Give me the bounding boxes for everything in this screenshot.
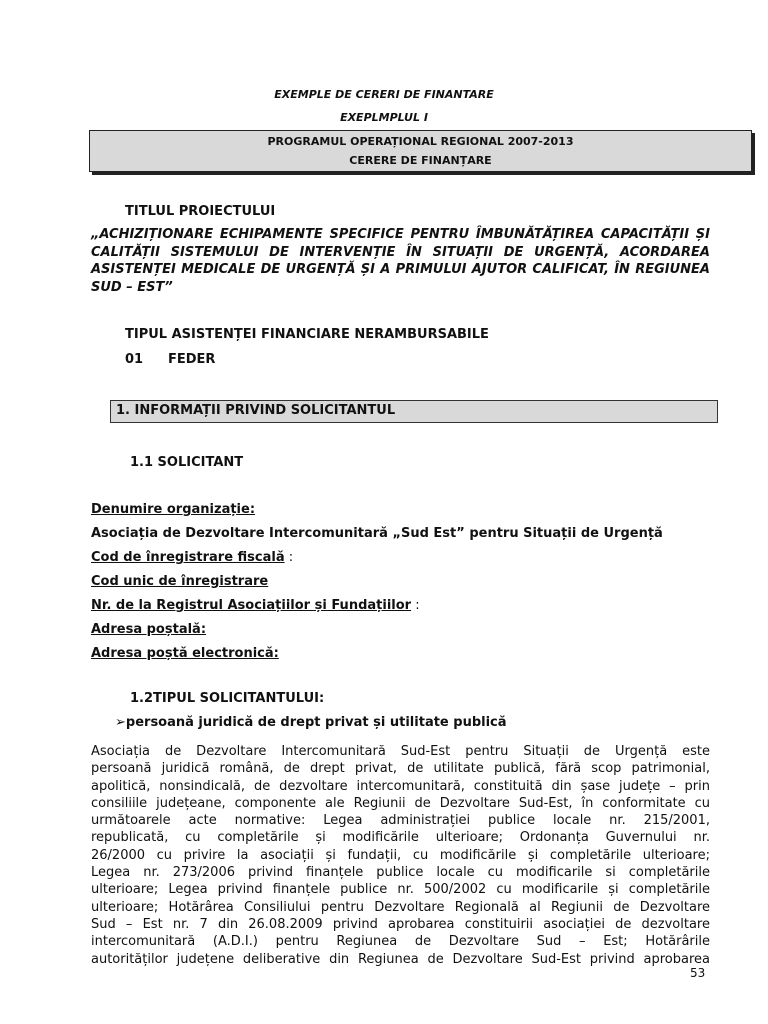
registry-number-label: Nr. de la Registrul Asociațiilor și Fundațiilor	[91, 598, 412, 613]
fiscal-code-suffix: :	[284, 550, 294, 565]
paragraph-line: ulterioare; Hotărârea Consiliului pentru Dezvoltare Regională al Regiunii de Dezvoltare	[91, 899, 710, 915]
registry-number-field	[91, 598, 420, 613]
subsection-1-1-heading: 1.1 SOLICITANT	[130, 455, 244, 470]
paragraph-line: persoană juridică română, de drept privat, de utilitate publică, fără scop patrimonial,	[91, 761, 710, 777]
applicant-type-bullet	[115, 715, 507, 730]
fiscal-code-field	[91, 550, 293, 565]
assistance-heading: TIPUL ASISTENȚEI FINANCIARE NERAMBURSABILE	[125, 327, 489, 342]
unique-code-label: Cod unic de înregistrare	[91, 574, 269, 589]
program-name: PROGRAMUL OPERAȚIONAL REGIONAL 2007-2013	[267, 135, 574, 148]
paragraph-line: următoarele acte normative: Legea administrației publice locale nr. 215/2001,	[91, 813, 710, 829]
subsection-1-2-heading: 1.2TIPUL SOLICITANTULUI:	[130, 691, 325, 706]
paragraph-line: Asociația de Dezvoltare Intercomunitară Sud-Est pentru Situații de Urgență este	[91, 744, 710, 759]
request-label: CERERE DE FINANȚARE	[349, 154, 492, 167]
paragraph-line: autorităților județene deliberative din Regiunea de Dezvoltare Sud-Est privind aprobarea	[91, 951, 710, 967]
examples-title: EXEMPLE DE CERERI DE FINANTARE	[274, 88, 494, 101]
project-title-text: „ACHIZIȚIONARE ECHIPAMENTE SPECIFICE PENTRU ÎMBUNĂTĂȚIREA CAPACITĂȚII ȘI CALITĂȚII SISTEMULUI DE INTERVENȚIE ÎN SITUAȚII DE URGENȚĂ, ACORDAREA ASISTENȚEI MEDICALE DE URGENȚĂ ȘI A PRIMULUI AJUTOR CALIFICAT, ÎN REGIUNEA SUD – EST”	[91, 227, 710, 295]
paragraph-line: Legea nr. 273/2006 privind finanțele publice locale cu modificarile si completările	[91, 865, 710, 881]
fiscal-code-label: Cod de înregistrare fiscală	[91, 550, 285, 565]
unique-code-field	[91, 574, 268, 589]
postal-address-field	[91, 622, 206, 637]
paragraph-line: republicată, cu completările și modificările ulterioare; Ordonanța Guvernului nr.	[91, 830, 710, 846]
applicant-description-paragraph	[91, 743, 710, 968]
paragraph-line: intercomunitară (A.D.I.) pentru Regiunea de Dezvoltare Sud – Est; Hotărârile	[91, 934, 710, 950]
paragraph-line: consiliile județeane, componente ale Regiunii de Dezvoltare Sud-Est, în conformitate cu	[91, 795, 710, 811]
org-name-label: Denumire organizație:	[91, 502, 256, 517]
section-1-box	[110, 400, 718, 423]
arrow-bullet-icon: ➢	[115, 715, 126, 730]
section-1-heading: 1. INFORMAȚII PRIVIND SOLICITANTUL	[116, 403, 396, 418]
fund-name: FEDER	[168, 352, 216, 367]
example-label: EXEPLMPLUL I	[340, 111, 428, 124]
email-address-label: Adresa poștă electronică:	[91, 646, 279, 661]
org-name-value: Asociația de Dezvoltare Intercomunitară „Sud Est” pentru Situații de Urgență	[91, 526, 663, 541]
org-name-field	[91, 502, 255, 517]
email-address-field	[91, 646, 279, 661]
registry-number-suffix: :	[411, 598, 420, 613]
paragraph-line: apolitică, nonsindicală, de dezvoltare intercomunitară, constituită din șase județe – prin	[91, 778, 710, 794]
paragraph-line: ulterioare; Legea privind finanțele publice nr. 500/2002 cu modificarile și completările	[91, 882, 710, 898]
paragraph-line: 26/2000 cu privire la asociații și fundații, cu modificările și completările ulterioare;	[91, 847, 710, 863]
postal-address-label: Adresa poștală:	[91, 622, 207, 637]
fund-code: 01	[125, 352, 144, 367]
program-header-box	[89, 130, 752, 172]
paragraph-line: Sud – Est nr. 7 din 26.08.2009 privind aprobarea constituirii asociației de dezvoltare	[91, 916, 710, 932]
project-title-heading: TITLUL PROIECTULUI	[125, 204, 276, 219]
page-number: 53	[690, 966, 706, 980]
applicant-type-text: persoană juridică de drept privat și utilitate publică	[125, 715, 507, 730]
